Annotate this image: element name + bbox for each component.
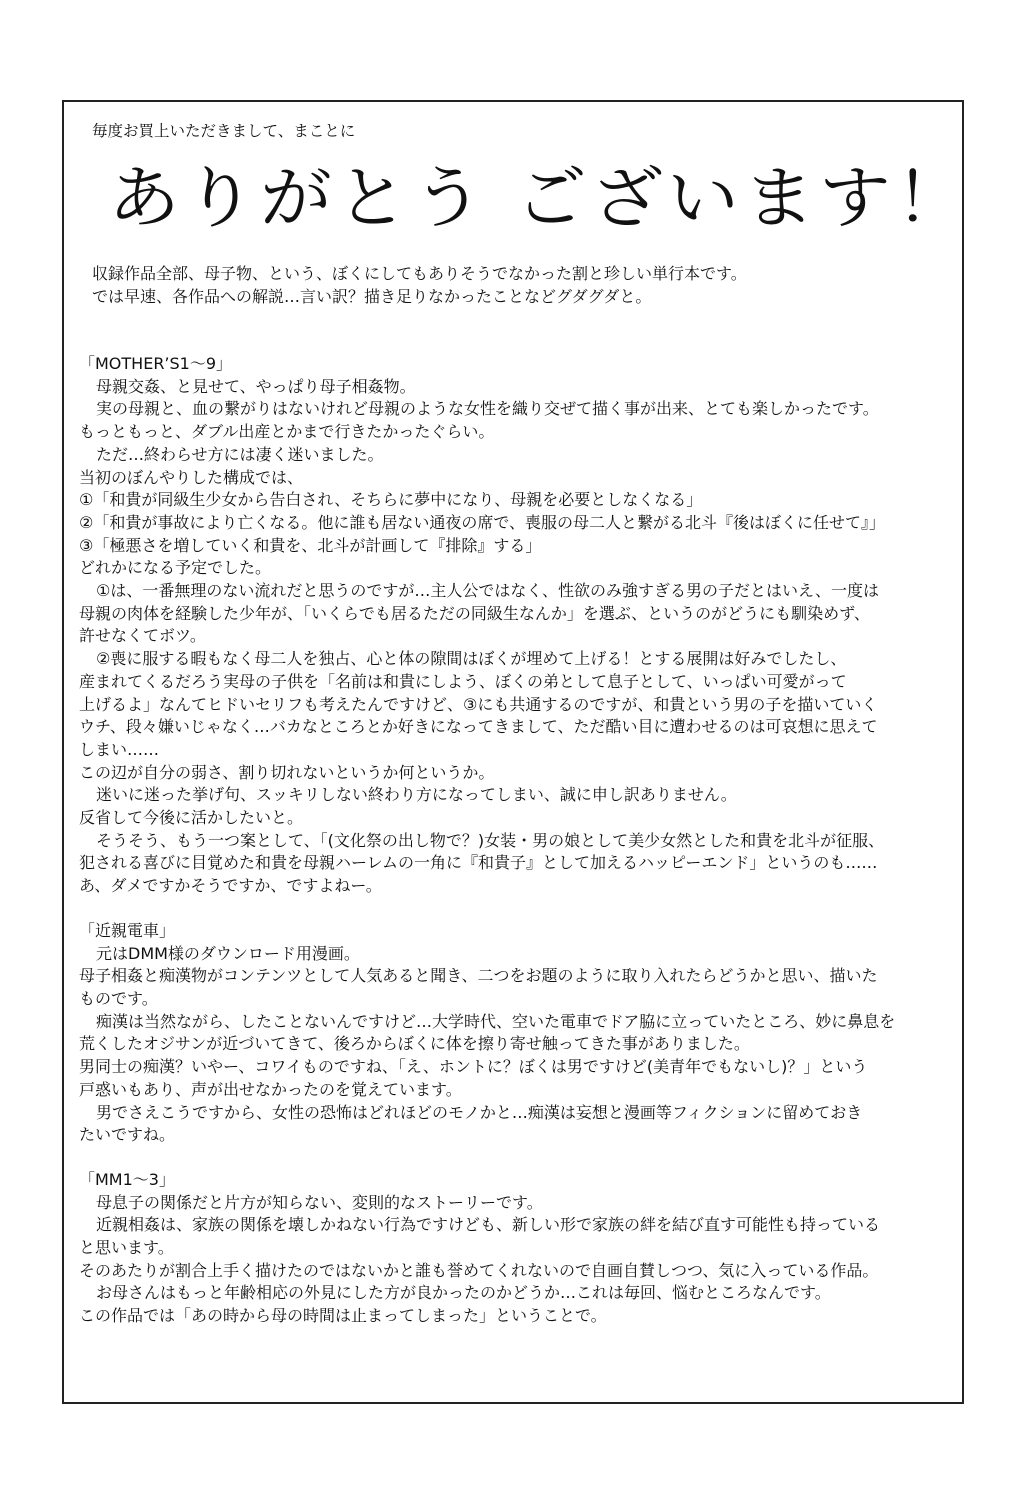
text-line: そのあたりが割合上手く描けたのではないかと誰も誉めてくれないので自画自賛しつつ、気に入っている作品。 bbox=[79, 1260, 879, 1280]
text-line: 許せなくてボツ。 bbox=[79, 626, 206, 646]
section bbox=[79, 353, 959, 898]
text-line: ①は、一番無理のない流れだと思うのですが…主人公ではなく、性欲のみ強すぎる男の子だとはいえ、一度は bbox=[96, 581, 879, 601]
text-line: もっともっと、ダブル出産とかまで行きたかったぐらい。 bbox=[79, 422, 495, 442]
intro bbox=[92, 262, 747, 308]
section-header: 「近親電車」 bbox=[79, 920, 176, 940]
text-line: どれかになる予定でした。 bbox=[79, 558, 272, 578]
text-line: 母息子の関係だと片方が知らない、変則的なストーリーです。 bbox=[96, 1192, 543, 1212]
commentary-body bbox=[79, 353, 959, 1350]
text-line: 男同士の痴漢？いやー、コワイものですね、「え、ホントに？ぼくは男ですけど(美青年でもないし)？」という bbox=[79, 1057, 868, 1077]
section bbox=[79, 920, 959, 1147]
text-line: ①「和貴が同級生少女から告白され、そちらに夢中になり、母親を必要としなくなる」 bbox=[79, 490, 703, 510]
section-header: 「MOTHER’S1～9」 bbox=[79, 354, 233, 373]
handwritten-title: ありがとう ございます！ bbox=[108, 157, 971, 238]
text-line: 荒くしたオジサンが近づいてきて、後ろからぼくに体を擦り寄せ触ってきた事がありました。 bbox=[79, 1034, 750, 1054]
text-line: そうそう、もう一つ案として、「(文化祭の出し物で？)女装・男の娘として美少女然とした和貴を北斗が征服、 bbox=[96, 830, 885, 850]
text-line: 母親の肉体を経験した少年が、「いくらでも居るただの同級生なんか」を選ぶ、というのがどうにも馴染めず、 bbox=[79, 603, 870, 623]
text-line: ③「極悪さを増していく和貴を、北斗が計画して『排除』する」 bbox=[79, 535, 542, 555]
text-line: 近親相姦は、家族の関係を壊しかねない行為ですけども、新しい形で家族の絆を結び直す可能性も持っている bbox=[96, 1215, 881, 1235]
text-line: 当初のぼんやりした構成では、 bbox=[79, 467, 304, 487]
section-header: 「MM1～3」 bbox=[79, 1169, 175, 1189]
text-line: ②「和貴が事故により亡くなる。他に誰も居ない通夜の席で、喪服の母二人と繋がる北斗『後はぼくに任せて』」 bbox=[79, 512, 886, 532]
text-line: ウチ、段々嫌いじゃなく…バカなところとか好きになってきまして、ただ酷い目に遭わせるのは可哀想に思えて bbox=[79, 717, 878, 737]
text-line: 男でさえこうですから、女性の恐怖はどれほどのモノかと…痴漢は妄想と漫画等フィクションに留めておき bbox=[96, 1102, 863, 1122]
intro-line: 収録作品全部、母子物、という、ぼくにしてもありそうでなかった割と珍しい単行本です。 bbox=[92, 264, 747, 283]
greeting-text: 毎度お買上いただきまして、まことに bbox=[92, 122, 356, 140]
text-line: 実の母親と、血の繋がりはないけれど母親のような女性を織り交ぜて描く事が出来、とても楽しかったです。 bbox=[96, 399, 879, 419]
text-line: ただ…終わらせ方には凄く迷いました。 bbox=[96, 444, 384, 464]
text-line: 犯される喜びに目覚めた和貴を母親ハーレムの一角に『和貴子』として加えるハッピーエンド」というのも…… bbox=[79, 853, 878, 873]
text-line: と思います。 bbox=[79, 1238, 174, 1258]
text-line: 母親交姦、と見せて、やっぱり母子相姦物。 bbox=[96, 376, 416, 396]
text-line: 戸惑いもあり、声が出せなかったのを覚えています。 bbox=[79, 1079, 462, 1099]
text-line: 迷いに迷った挙げ句、スッキリしない終わり方になってしまい、誠に申し訳ありません。 bbox=[96, 785, 737, 805]
text-line: この辺が自分の弱さ、割り切れないというか何というか。 bbox=[79, 762, 495, 782]
section bbox=[79, 1169, 959, 1328]
text-line: 元はDMM様のダウンロード用漫画。 bbox=[96, 943, 360, 963]
text-line: たいですね。 bbox=[79, 1125, 176, 1145]
text-line: 反省して今後に活かしたいと。 bbox=[79, 808, 304, 828]
text-line: 母子相姦と痴漢物がコンテンツとして人気あると聞き、二つをお題のように取り入れたらどうかと思い、描いた bbox=[79, 966, 878, 986]
text-line: あ、ダメですかそうですか、ですよねー。 bbox=[79, 876, 382, 896]
text-line: 痴漢は当然ながら、したことないんですけど…大学時代、空いた電車でドア脇に立っていたところ、妙に鼻息を bbox=[96, 1011, 896, 1031]
text-line: 上げるよ」なんてヒドいセリフも考えたんですけど、③にも共通するのですが、和貴という男の子を描いていく bbox=[79, 694, 878, 714]
text-line: 産まれてくるだろう実母の子供を「名前は和貴にしよう、ぼくの弟として息子として、いっぱい可愛がって bbox=[79, 671, 847, 691]
text-line: お母さんはもっと年齢相応の外見にした方が良かったのかどうか…これは毎回、悩むところなんです。 bbox=[96, 1283, 831, 1303]
intro-line: では早速、各作品への解説…言い訳？描き足りなかったことなどグダグダと。 bbox=[92, 287, 652, 306]
text-line: しまい…… bbox=[79, 739, 160, 759]
text-line: ②喪に服する暇もなく母二人を独占、心と体の隙間はぼくが埋めて上げる！とする展開は好みでしたし、 bbox=[96, 649, 847, 669]
text-line: この作品では「あの時から母の時間は止まってしまった」ということで。 bbox=[79, 1306, 607, 1326]
text-line: ものです。 bbox=[79, 988, 158, 1008]
